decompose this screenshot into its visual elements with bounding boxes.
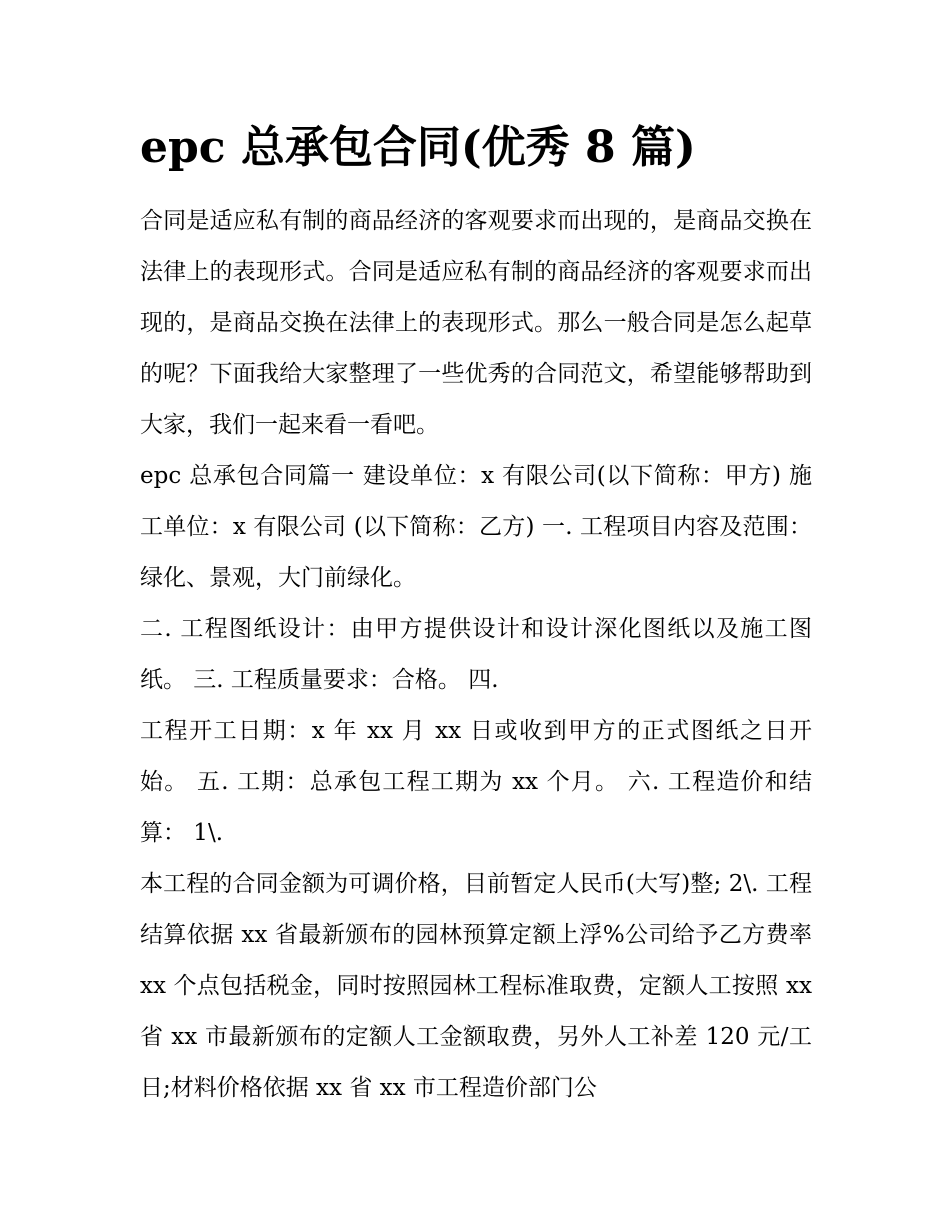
paragraph-contract-parties: epc 总承包合同篇一 建设单位：x 有限公司(以下简称：甲方) 施工单位：x 有限公司 (以下简称：乙方) 一. 工程项目内容及范围：绿化、景观，大门前绿化。 [140, 463, 812, 591]
paragraph-settlement: 本工程的合同金额为可调价格，目前暂定人民币(大写)整; 2\. 工程结算依据 xx 省最新颁布的园林预算定额上浮%公司给予乙方费率 xx 个点包括税金，同时按照园林工程标准取费，定额人工按照 xx 省 xx 市最新颁布的定额人工金额取费，另外人工补差 120 元/工日;材料价格依据 xx 省 xx 市工程造价部门公 [140, 871, 812, 1101]
paragraph-intro: 合同是适应私有制的商品经济的客观要求而出现的，是商品交换在法律上的表现形式。合同是适应私有制的商品经济的客观要求而出现的，是商品交换在法律上的表现形式。那么一般合同是怎么起草的呢？下面我给大家整理了一些优秀的合同范文，希望能够帮助到大家，我们一起来看一看吧。 [140, 208, 812, 438]
paragraph-design-quality: 二. 工程图纸设计：由甲方提供设计和设计深化图纸以及施工图纸。 三. 工程质量要求：合格。 四. [140, 616, 812, 693]
document-body [140, 196, 812, 1114]
paragraph-schedule: 工程开工日期：x 年 xx 月 xx 日或收到甲方的正式图纸之日开始。 五. 工期：总承包工程工期为 xx 个月。 六. 工程造价和结算： 1\. [140, 718, 812, 846]
document-title: epc 总承包合同(优秀 8 篇) [140, 122, 696, 173]
